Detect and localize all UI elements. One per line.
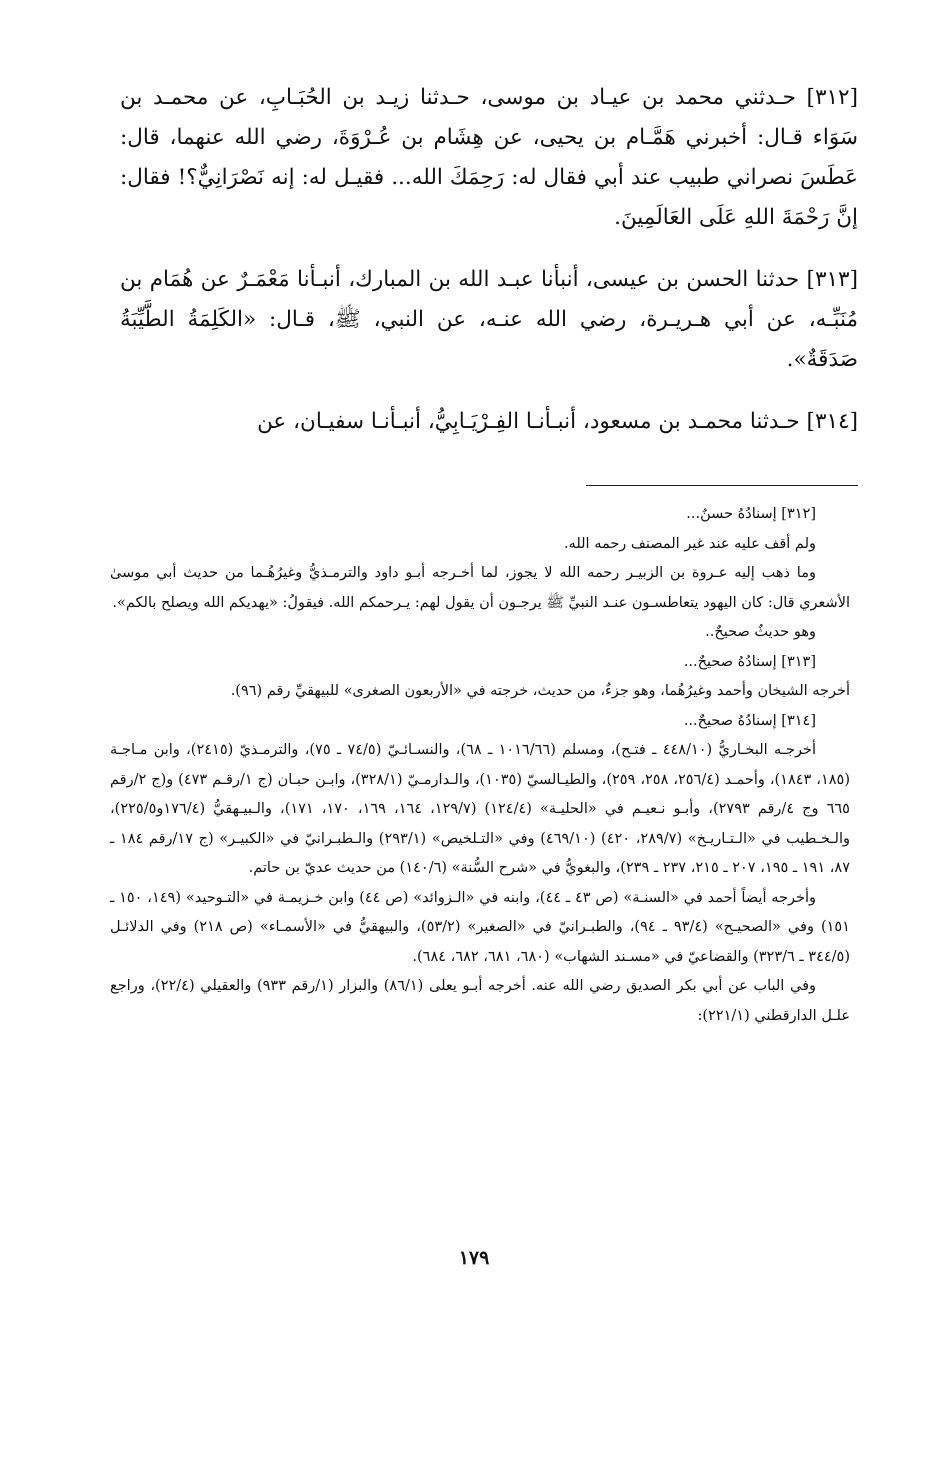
- main-text: [120, 78, 858, 464]
- footnote-312-conclusion: وهو حديثٌ صحيحٌ..: [705, 624, 816, 640]
- footnote-314-more-takhrij: وأخرجه أيضاً أحمد في «السنـة» (ص ٤٣ ـ ٤٤)، وابنه في «الـزوائد» (ص ٤٤) وابن خـزيمـة في «التـوحيد» (١٤٩، ١٥٠ ـ ١٥١) وفي «الصحيـح» (٩٣/٤ ـ ٩٤)، والطبـرانيّ في «الصغير» (٥٣/٢)، والبيهقيُّ في «الأسمـاء» (ص ٢١٨) وفي الدلائـل (٣٤٤/٥ ـ ٣٢٣/٦) والقضاعيّ في «مسـند الشهاب» (٦٨٠، ٦٨١، ٦٨٢، ٦٨٤).: [110, 889, 850, 965]
- hadith-312: [٣١٢] حـدثني محمد بن عيـاد بن موسى، حـدثنا زيـد بن الحُبَـابِ، عن محمـد بن سَوَاء قـال: أخبرني هَمَّـام بن يحيى، عن هِشَام بن عُـرْوَةَ، رضي الله عنهما، قال: عَطَسَ نصراني طبيب عند أبي فقال له: رَحِمَكَ الله... فقيـل له: إنه نَصْرَانِيٌّ؟! فقال: إنَّ رَحْمَةَ اللهِ عَلَى العَالَمِينَ.: [120, 85, 858, 230]
- footnote-313-takhrij: أخرجه الشيخان وأحمد وغيرُهُما، وهو جزءٌ، من حديث، خرجته في «الأربعون الصغرى» للبيهقيِّ رقم (٩٦).: [230, 683, 850, 699]
- footnote-314-related: وفي الباب عن أبي بكر الصديق رضي الله عنه. أخرجه أبـو يعلى (٨٦/١) والبزار (١/رقم ٩٣٣) والعقيلي (٢٢/٤)، وراجع علـل الدارقطني (٢٢١/١):: [110, 978, 850, 1024]
- hadith-314: [٣١٤] حـدثنا محمـد بن مسعود، أنبـأنـا الفِـرْيَـابِيُّ، أنبـأنـا سفيـان، عن: [257, 409, 858, 434]
- footnote-314-takhrij: أخرجـه البخـاريُّ (٤٤٨/١٠ ـ فتـح)، ومسلم (١٠١٦/٦٦ ـ ٦٨)، والنسـائـيّ (٧٤/٥ ـ ٧٥)، والترمـذيّ (٢٤١٥)، وابن مـاجـة (١٨٥، ١٨٤٣)، وأحمـد (٢٥٦/٤، ٢٥٨، ٢٥٩)، والطيـالسيّ (١٠٣٥)، والـدارمـيّ (٣٢٨/١)، وابـن حبـان (ج ١/رقـم ٤٧٣) و(ج ٢/رقم ٦٦٥ وج ٤/رقم ٢٧٩٣)، وأبـو نـعيـم في «الحليـة» (١٢٤/٤) (١٢٩/٧، ١٦٤، ١٦٩، ١٧٠، ١٧١)، والـبيـهقيُّ (١٧٦/٤و٢٢٥/٥)، والـخـطيب في «الـتـاريـخ» (٢٨٩/٧، ٤٢٠) (٤٦٩/١٠) وفي «التـلخيص» (٢٩٣/١) والـطبـرانيّ في «الكبيـر» (ج ١٧/رقم ١٨٤ ـ ٨٧، ١٩١ ـ ١٩٥، ٢٠٧ ـ ٢١٥، ٢٣٧ ـ ٢٣٩)، والبغويُّ في «شرح السُّنة» (١٤٠/٦) من حديث عديّ بن حاتم.: [110, 742, 850, 876]
- footnote-312-discussion: وما ذهب إليه عـروة بن الزبيـر رحمه الله لا يجوز، لما أخـرجه أبـو داود والترمـذيُّ وغيرُهُـما من حديث أبي موسىٰ الأشعري قال: كان اليهود يتعاطسـون عنـد النبيِّ ﷺ يرجـون أن يقول لهم: يـرحمكم الله. فيقولُ: «يهديكم الله ويصلح بالكم».: [110, 565, 850, 611]
- footnotes: [110, 500, 850, 1031]
- footnote-314-grade: [٣١٤] إسنادُهُ صحيحٌ...: [683, 712, 816, 729]
- footnote-312-grade: [٣١٢] إسنادُهُ حسنٌ...: [686, 506, 816, 522]
- hadith-313: [٣١٣] حدثنا الحسن بن عيسى، أنبأنا عبـد الله بن المبارك، أنبـأنا مَعْمَـرٌ عن هُمَام بن مُنَبِّـه، عن أبي هـريـرة، رضي الله عنـه، عن النبي، ﷺ، قـال: «الكَلِمَةُ الطَّيِّبَةُ صَدَقَةٌ».: [120, 267, 858, 372]
- footnote-313-grade: [٣١٣] إسنادُهُ صحيحٌ...: [683, 653, 816, 670]
- page-number: ١٧٩: [458, 1247, 490, 1269]
- footnote-312-note: ولم أقف عليه عند غير المصنف رحمه الله.: [563, 535, 816, 552]
- footnote-divider: [586, 485, 858, 486]
